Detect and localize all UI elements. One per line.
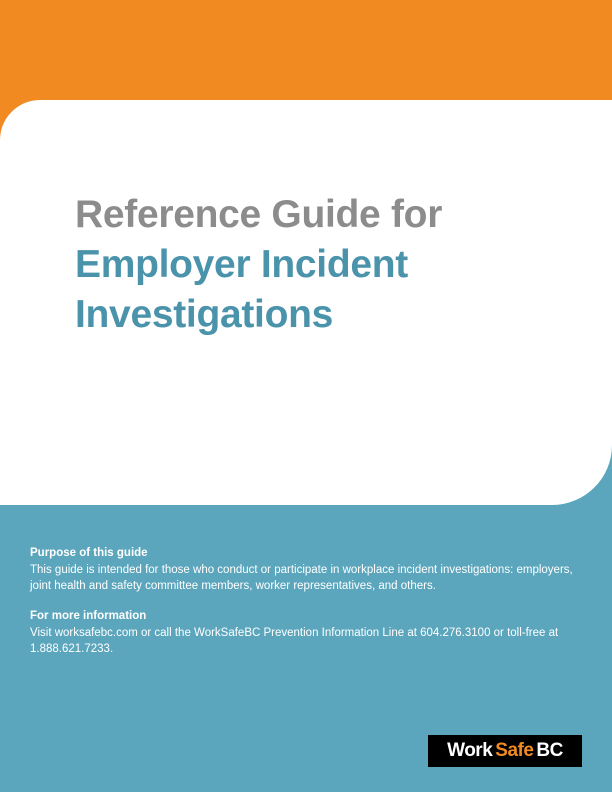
logo-word-safe: Safe [495,740,534,761]
worksafebc-logo [428,735,582,767]
logo-word-work: Work [447,740,493,761]
info-block [30,545,582,657]
page-title [75,190,555,340]
top-orange-band [0,0,612,100]
purpose-heading: Purpose of this guide [30,547,148,559]
title-line-2: Employer Incident [75,243,408,286]
purpose-body: This guide is intended for those who conduct or participate in workplace incident investigations: employers, joint health and safety committee members, worker representatives, and others. [30,564,573,592]
logo-word-bc: BC [536,740,563,761]
title-line-3: Investigations [75,293,334,336]
title-line-1: Reference Guide for [75,193,443,236]
more-information-heading: For more information [30,610,147,622]
more-information-body: Visit worksafebc.com or call the WorkSafeBC Prevention Information Line at 604.276.3100 or toll-free at 1.888.621.7233. [30,627,559,655]
